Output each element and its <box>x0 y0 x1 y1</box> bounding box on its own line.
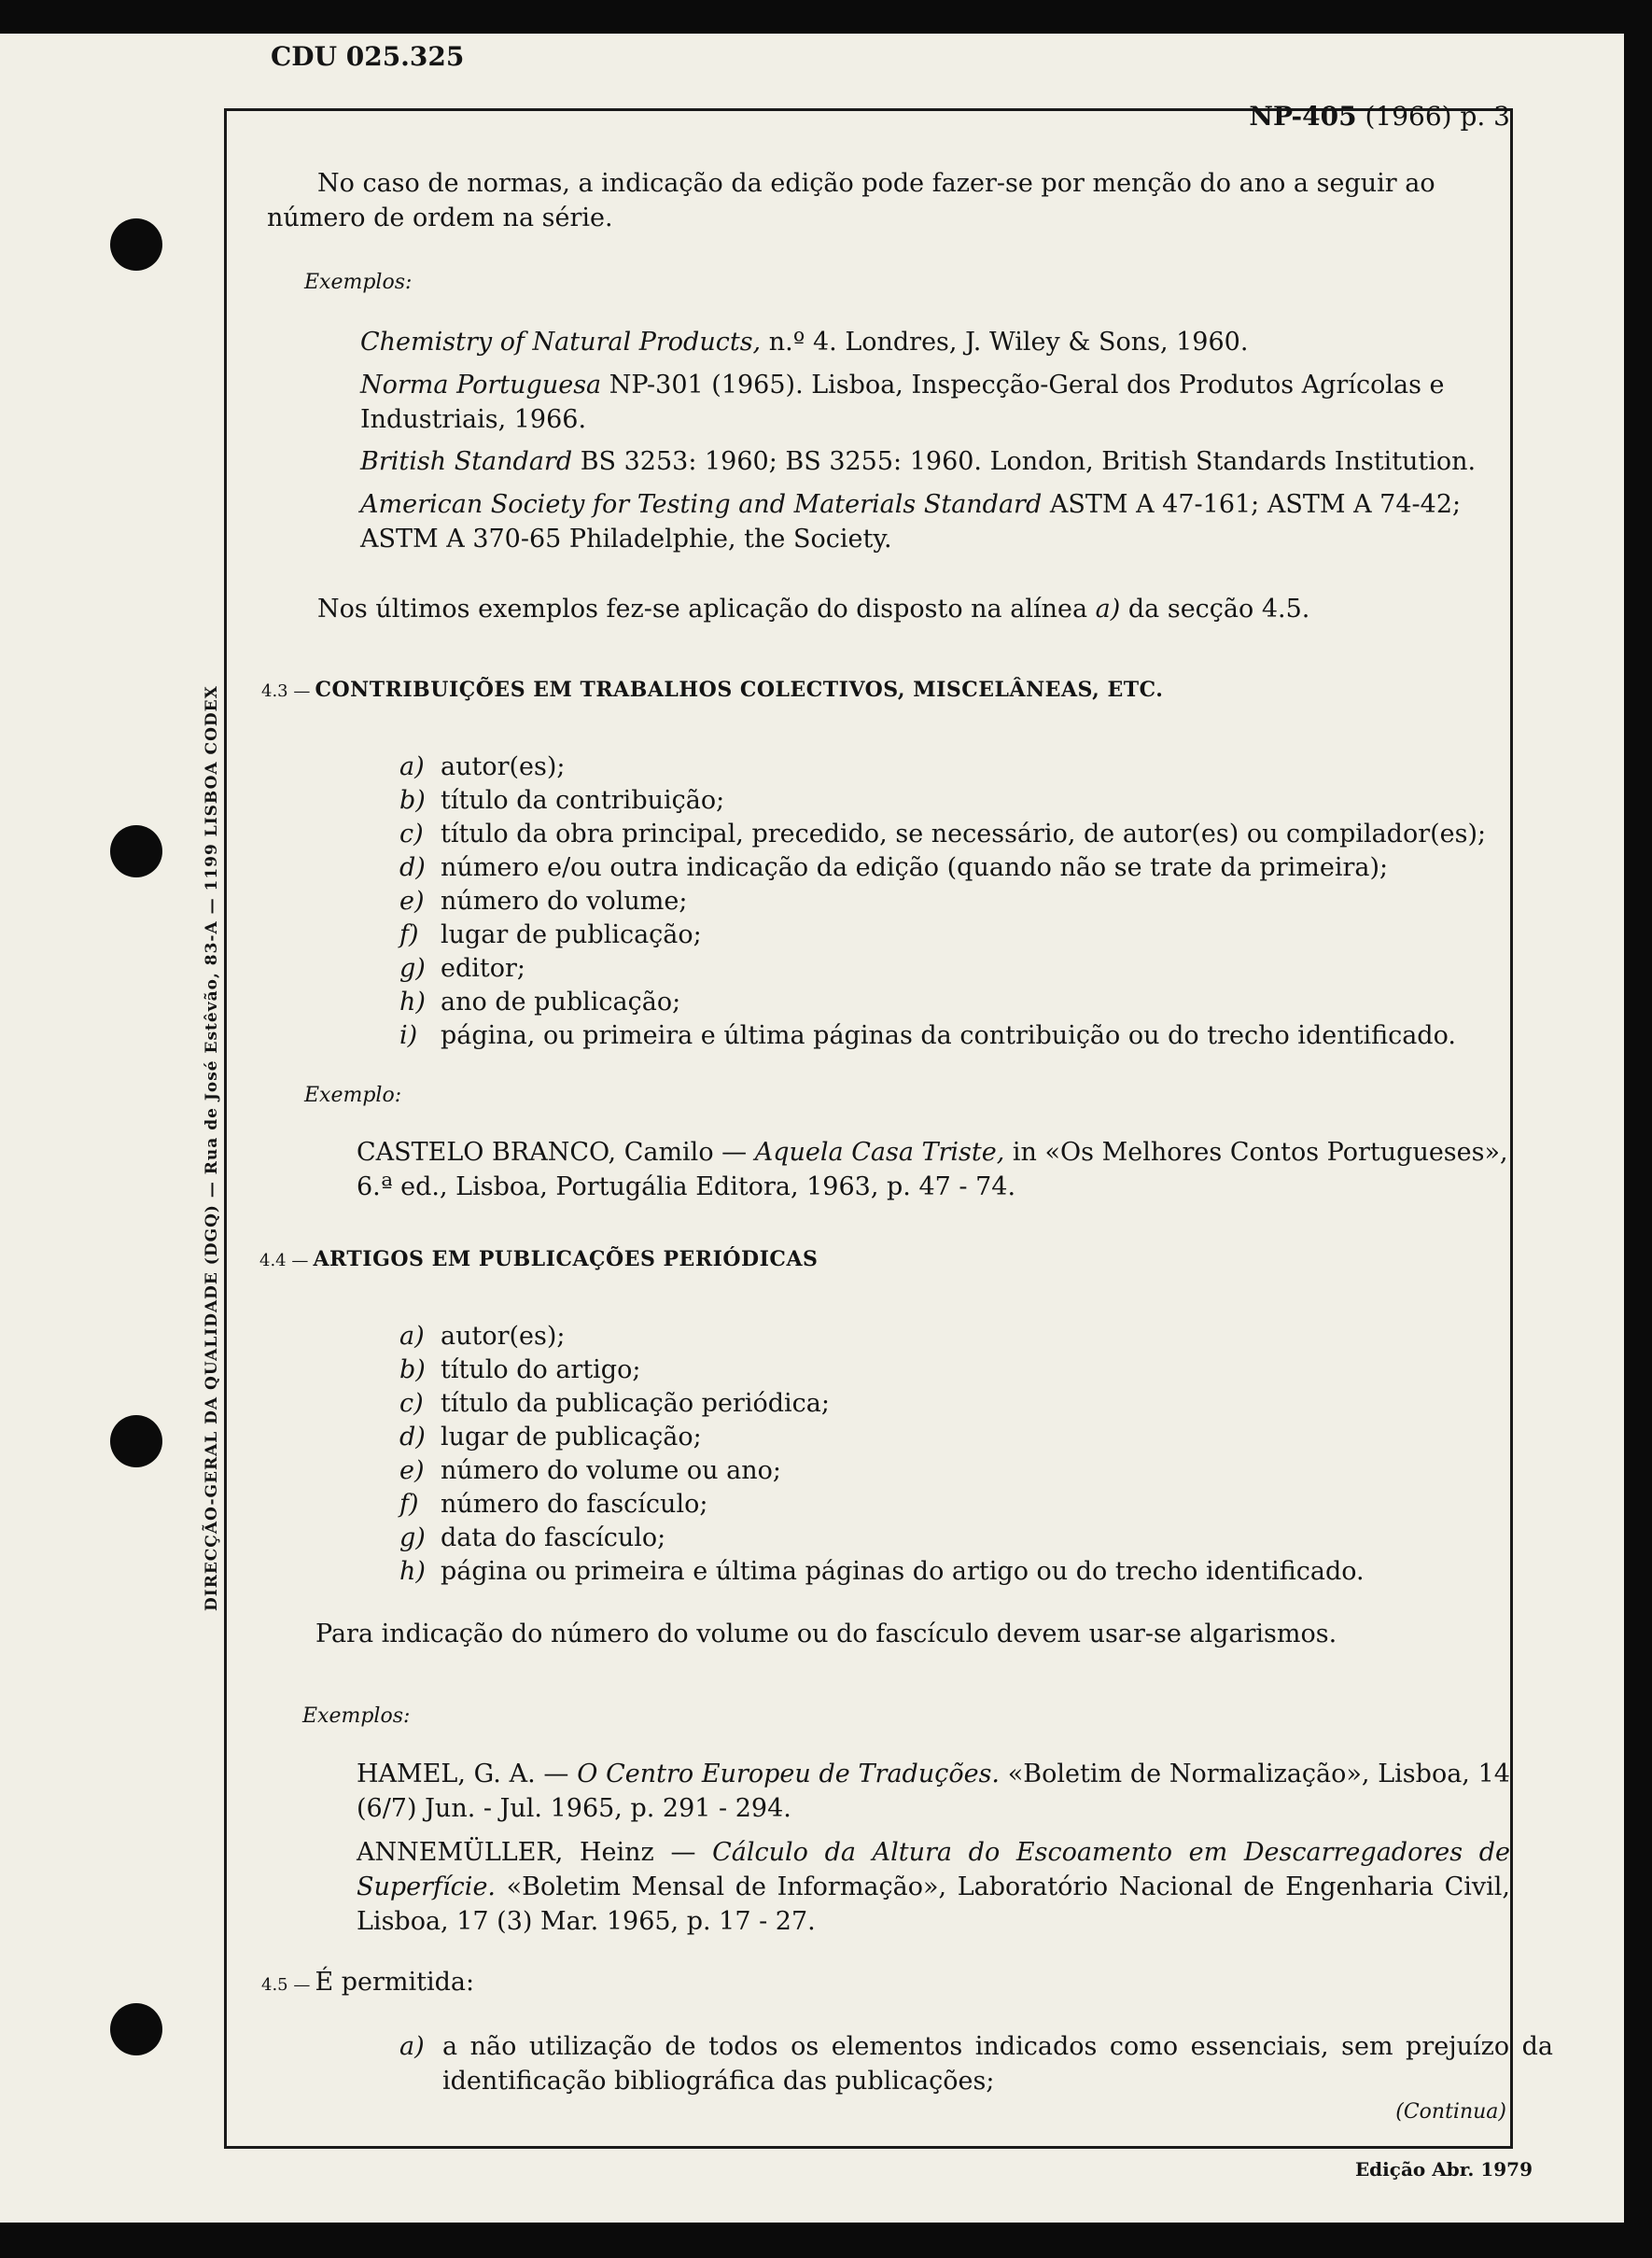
example-detail: n.º 4. Londres, J. Wiley & Sons, 1960. <box>761 328 1249 357</box>
example-detail: «Boletim Mensal de Informação», Laboratório Nacional de Engenharia Civil, Lisboa, 17 (3) Mar. 1965, p. 17 - 27. <box>357 1872 1510 1936</box>
item-letter: e) <box>399 1456 425 1485</box>
item-letter: g) <box>399 954 426 983</box>
punch-hole <box>110 218 162 271</box>
np-year-page: (1966) p. 3 <box>1365 101 1510 132</box>
example-title: Aquela Casa Triste, <box>754 1138 1005 1167</box>
item-letter: d) <box>399 853 426 882</box>
section-title: CONTRIBUIÇÕES EM TRABALHOS COLECTIVOS, MISCELÂNEAS, ETC. <box>315 678 1164 702</box>
list-item <box>399 750 566 784</box>
list-item <box>399 1522 665 1555</box>
page-header <box>1249 101 1510 132</box>
continua-note: (Continua) <box>1395 2100 1506 2124</box>
example-label: Exemplo: <box>304 1084 402 1107</box>
punch-hole <box>110 825 162 877</box>
list-item <box>399 851 1388 885</box>
item-text: número e/ou outra indicação da edição (quando não se trate da primeira); <box>441 853 1389 882</box>
item-text: lugar de publicação; <box>441 920 702 949</box>
list-item <box>399 818 1486 851</box>
intro-example <box>360 444 1510 479</box>
item-letter: e) <box>399 887 425 916</box>
section-number: 4.5 — <box>261 1975 311 1995</box>
item-letter: f) <box>399 920 419 949</box>
document-page <box>0 34 1624 2223</box>
intro-note <box>317 592 1508 626</box>
section-4-4-note: Para indicação do número do volume ou do fascículo devem usar-se algarismos. <box>315 1620 1337 1648</box>
item-letter: h) <box>399 988 426 1017</box>
item-text: a não utilização de todos os elementos indicados como essenciais, sem prejuízo da identificação bibliográfica das publicações; <box>442 2032 1553 2096</box>
examples-label: Exemplos: <box>304 271 413 294</box>
item-text: lugar de publicação; <box>441 1423 702 1452</box>
item-text: página ou primeira e última páginas do artigo ou do trecho identificado. <box>441 1557 1365 1586</box>
section-4-3-example <box>357 1135 1510 1204</box>
example-title: Norma Portuguesa <box>360 371 602 400</box>
item-text: número do volume ou ano; <box>441 1456 781 1485</box>
examples-label: Exemplos: <box>302 1704 411 1728</box>
section-number: 4.3 — <box>261 681 311 701</box>
list-item <box>399 885 687 919</box>
list-item <box>399 986 680 1019</box>
item-letter: a) <box>399 1322 425 1351</box>
example-detail: NP-301 (1965). Lisboa, Inspecção-Geral dos Produtos Agrícolas e Industriais, 1966. <box>360 371 1445 434</box>
intro-example <box>360 487 1510 556</box>
section-heading <box>259 1247 818 1271</box>
section-4-4-example <box>357 1757 1510 1826</box>
example-title: British Standard <box>360 447 573 476</box>
example-detail: BS 3253: 1960; BS 3255: 1960. London, British Standards Institution. <box>572 447 1477 476</box>
sidebar-address: DIRECÇÃO-GERAL DA QUALIDADE (DGQ) — Rua de José Estêvão, 83-A — 1199 LISBOA CODEX <box>203 685 221 1611</box>
intro-example <box>360 325 1510 359</box>
list-item <box>399 919 702 952</box>
example-author: ANNEMÜLLER, Heinz — <box>357 1838 713 1867</box>
item-letter: c) <box>399 820 424 849</box>
section-4-5-item <box>399 2029 1553 2098</box>
note-text: Nos últimos exemplos fez-se aplicação do disposto na alínea <box>317 595 1096 624</box>
item-text: autor(es); <box>441 752 566 781</box>
item-text: número do volume; <box>441 887 688 916</box>
section-heading <box>261 678 1163 702</box>
note-text: da secção 4.5. <box>1120 595 1310 624</box>
example-author: HAMEL, G. A. — <box>357 1760 578 1788</box>
item-letter: h) <box>399 1557 426 1586</box>
list-item <box>399 952 525 986</box>
section-title: É permitida: <box>315 1968 475 1997</box>
example-detail: ASTM A 47-161; ASTM A 74-42; ASTM A 370-65 Philadelphie, the Society. <box>360 490 1462 554</box>
item-text: ano de publicação; <box>441 988 681 1017</box>
section-heading <box>261 1968 474 1997</box>
punch-hole <box>110 1415 162 1467</box>
edition-note: Edição Abr. 1979 <box>1354 2158 1533 2181</box>
item-text: data do fascículo; <box>441 1523 666 1552</box>
intro-example <box>360 368 1510 437</box>
item-letter: i) <box>399 1021 418 1050</box>
item-letter: b) <box>399 1355 426 1384</box>
item-letter: d) <box>399 1423 426 1452</box>
item-letter: b) <box>399 786 426 815</box>
intro-paragraph: No caso de normas, a indicação da edição pode fazer-se por menção do ano a seguir ao número de ordem na série. <box>267 169 1435 232</box>
section-number: 4.4 — <box>259 1251 309 1270</box>
punch-hole <box>110 2003 162 2055</box>
example-title: Cálculo da Altura do Escoamento em Descarregadores de Superfície. <box>357 1838 1510 1901</box>
note-letter: a) <box>1095 595 1121 624</box>
item-text: autor(es); <box>441 1322 566 1351</box>
list-item <box>399 1454 781 1488</box>
list-item <box>399 784 724 818</box>
example-author: CASTELO BRANCO, Camilo — <box>357 1138 755 1167</box>
list-item <box>399 1019 1456 1053</box>
item-text: título da obra principal, precedido, se necessário, de autor(es) ou compilador(es); <box>441 820 1487 849</box>
np-code: NP-405 <box>1249 101 1357 132</box>
item-letter: a) <box>399 2032 425 2061</box>
item-text: título do artigo; <box>441 1355 641 1384</box>
example-title: O Centro Europeu de Traduções. <box>577 1760 1001 1788</box>
cdu-code: CDU 025.325 <box>271 41 465 72</box>
example-title: Chemistry of Natural Products, <box>360 328 762 357</box>
item-text: título da publicação periódica; <box>441 1389 830 1418</box>
section-title: ARTIGOS EM PUBLICAÇÕES PERIÓDICAS <box>313 1247 819 1271</box>
example-detail: in «Os Melhores Contos Portugueses», 6.ª ed., Lisboa, Portugália Editora, 1963, p. 47 - 74. <box>357 1138 1508 1201</box>
list-item <box>399 1421 702 1454</box>
list-item <box>399 1555 1365 1589</box>
example-title: American Society for Testing and Materials Standard <box>360 490 1043 519</box>
list-item <box>399 1353 640 1387</box>
item-letter: c) <box>399 1389 424 1418</box>
list-item <box>399 1387 830 1421</box>
list-item <box>399 1488 707 1522</box>
item-text: página, ou primeira e última páginas da contribuição ou do trecho identificado. <box>441 1021 1456 1050</box>
item-letter: f) <box>399 1490 419 1519</box>
example-detail: «Boletim de Normalização», Lisboa, 14 (6/7) Jun. - Jul. 1965, p. 291 - 294. <box>357 1760 1510 1823</box>
item-letter: a) <box>399 752 425 781</box>
item-text: número do fascículo; <box>441 1490 708 1519</box>
item-text: título da contribuição; <box>441 786 725 815</box>
item-letter: g) <box>399 1523 426 1552</box>
item-text: editor; <box>441 954 526 983</box>
list-item <box>399 1320 566 1353</box>
section-4-4-example <box>357 1835 1510 1939</box>
